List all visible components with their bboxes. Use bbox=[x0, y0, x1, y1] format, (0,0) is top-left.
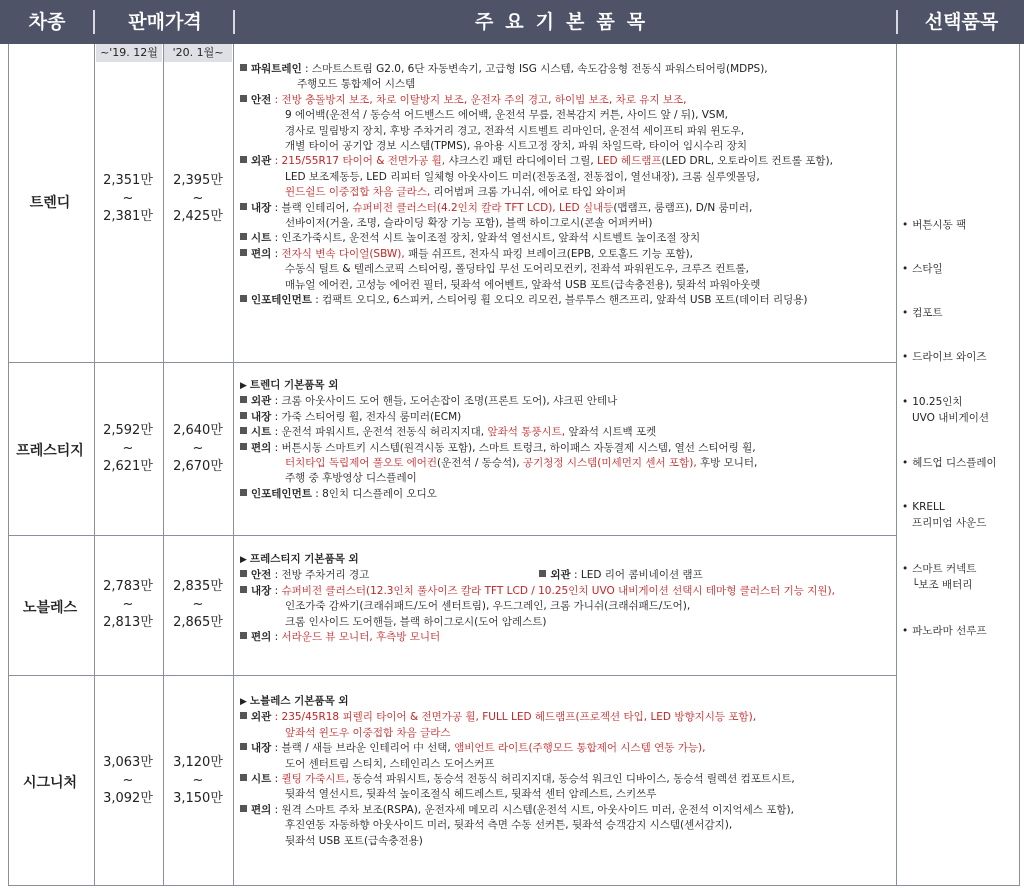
spec-block-prestige: ▶ 트렌디 기본품목 외 외관 : 크롬 아웃사이드 도어 핸들, 도어손잡이 조명(프론트 도어), 샤크핀 안테나 내장 : 가죽 스티어링 휠, 전자식 룸미러(ECM) 시트 : 운전석 파워시트, 운전석 전동식 허리지지대, 앞좌석 통풍시트, 앞좌석 시트백 포켓 편의 : 버튼시동 스마트키 시스템(원격시동 포함), 스마트 트렁크, 하이패스 자동결제 시스템, 열선 스티어링 휠, 터치타입 독립제어 풀오토 에어컨(운전석 / 동승석), 공기청정 시스템(미세먼지 센서 포함), 후방 모니터, 주행 중 후방영상 디스플레이 인포테인먼트 : 8인치 디스플레이 오디오 bbox=[240, 379, 758, 500]
header-divider bbox=[896, 10, 898, 34]
old-price-signature: 3,063만 ~ 3,092만 bbox=[103, 755, 153, 806]
option-item: • KRELL bbox=[902, 501, 945, 513]
trim-name-trendy: 트렌디 bbox=[29, 195, 71, 211]
option-item: • 파노라마 선루프 bbox=[902, 625, 987, 637]
option-item: • 드라이브 와이즈 bbox=[902, 351, 987, 363]
option-item-cont: UVO 내비게이션 bbox=[912, 412, 990, 424]
spec-block-trendy: 파워트레인 : 스마트스트림 G2.0, 6단 자동변속기, 고급형 ISG 시스템, 속도감응형 전동식 파워스티어링(MDPS), 주행모드 통합제어 시스템 안전 : 전방 충돌방지 보조, 차로 이탈방지 보조, 운전자 주의 경고, 하이빔 보조, 차로 유지 보조, 9 에어백(운전석 / 동승석 어드밴스드 에어백, 운전석 무릎, 전복감지 커튼, 사이드 앞 / 뒤), VSM, 경사로 밀림방지 장치, 후방 주차거리 경고, 전좌석 시트벨트 리마인더, 운전석 세이프티 파워 윈도우, 개별 타이어 공기압 경보 시스템(TPMS), 유아용 시트고정 장치, 파워 차일드락, 타이어 임시수리 장치 외관 : 215/55R17 타이어 & 전면가공 휠, 샤크스킨 패턴 라디에이터 그릴, LED 헤드램프(LED DRL, 오토라이트 컨트롤 포함), LED 보조제동등, LED 리피터 일체형 아웃사이드 미러(전동조절, 전동접이, 열선내장), 크롬 실루엣몰딩, 윈드쉴드 이중접합 차음 글라스, 리어범퍼 크롬 가니쉬, 에어로 타입 와이퍼 내장 : 블랙 인테리어, 슈퍼비전 클러스터(4.2인치 칼라 TFT LCD), LED 실내등(맵램프, 룸램프), D/N 룸미러, 선바이저(거울, 조명, 슬라이딩 확장 기능 포함), 블랙 하이그로시(콘솔 어퍼커버) 시트 : 인조가죽시트, 운전석 시트 높이조절 장치, 앞좌석 열선시트, 앞좌석 시트벨트 높이조절 장치 편의 : 전자식 변속 다이얼(SBW), 패들 쉬프트, 전자식 파킹 브레이크(EPB, 오토홀드 기능 포함), 수동식 틸트 & 텔레스코픽 스티어링, 폴딩타입 무선 도어리모컨키, 전좌석 파워윈도우, 크루즈 컨트롤, 매뉴얼 에어컨, 고성능 에어컨 필터, 뒷좌석 에어벤트, 앞좌석 USB 포트(급속충전용), 뒷좌석 파워아웃렛 인포테인먼트 : 컴팩트 오디오, 6스피커, 스티어링 휠 오디오 리모컨, 블루투스 핸즈프리, 앞좌석 USB 포트(데이터 리딩용) bbox=[240, 62, 892, 309]
new-price-prestige: 2,640만 ~ 2,670만 bbox=[173, 423, 223, 474]
trim-name-noblesse: 노블레스 bbox=[22, 600, 78, 616]
option-item-cont: └보조 배터리 bbox=[912, 579, 973, 591]
header-price: 판매가격 bbox=[128, 11, 202, 33]
header-standard: 주요기본품목 bbox=[474, 11, 658, 33]
grid-line bbox=[94, 44, 95, 886]
grid-line bbox=[8, 44, 9, 886]
option-item: • 헤드업 디스플레이 bbox=[902, 457, 997, 469]
option-item: • 스마트 커넥트 bbox=[902, 563, 977, 575]
option-item: • 스타일 bbox=[902, 263, 943, 275]
old-price-trendy: 2,351만 ~ 2,381만 bbox=[103, 173, 153, 224]
header-options: 선택품목 bbox=[924, 11, 999, 33]
grid-line bbox=[233, 44, 234, 886]
table-bottom bbox=[8, 885, 1020, 886]
subheader-new: '20. 1월~ bbox=[164, 44, 232, 62]
trim-name-prestige: 프레스티지 bbox=[16, 443, 84, 459]
row-divider bbox=[8, 362, 896, 363]
row-divider bbox=[8, 675, 896, 676]
spec-block-signature: ▶ 노블레스 기본품목 외 외관 : 235/45R18 피렐리 타이어 & 전면가공 휠, FULL LED 헤드램프(프로젝션 타입, LED 방향지시등 포함), 앞좌석 윈도우 이중접합 차음 글라스 내장 : 블랙 / 새들 브라운 인테리어 中 선택, 앰비언트 라이트(주행모드 통합제어 시스템 연동 가능), 도어 센터트림 스티치, 스테인리스 도어스커프 시트 : 퀼팅 가죽시트, 동승석 파워시트, 동승석 전동식 허리지지대, 동승석 워크인 디바이스, 동승석 릴렉션 컴포트시트, 뒷좌석 열선시트, 뒷좌석 높이조절식 헤드레스트, 뒷좌석 센터 암레스트, 스키쓰루 편의 : 원격 스마트 주차 보조(RSPA), 운전자세 메모리 시스템(운전석 시트, 아웃사이드 미러, 운전석 이지억세스 포함), 후진연동 자동하향 아웃사이드 미러, 뒷좌석 측면 수동 선커튼, 뒷좌석 승객감지 시스템(센서감지), 뒷좌석 USB 포트(급속충전용) bbox=[240, 695, 795, 847]
old-price-noblesse: 2,783만 ~ 2,813만 bbox=[103, 579, 153, 630]
spec-block-noblesse: ▶ 프레스티지 기본품목 외 안전 : 전방 주차거리 경고 외관 : LED 리어 콤비네이션 램프 내장 : 슈퍼비전 클러스터(12.3인치 풀사이즈 칼라 TFT LCD / 10.25인치 UVO 내비게이션 선택시 테마형 클러스터 기능 지원), 인조가죽 감싸기(크래쉬패드/도어 센터트림), 우드그레인, 크롬 가니쉬(크래쉬패드/도어), 크롬 인사이드 도어핸들, 블랙 하이그로시(도어 암레스트) 편의 : 서라운드 뷰 모니터, 후측방 모니터 bbox=[240, 553, 835, 644]
header-model: 차종 bbox=[28, 11, 66, 33]
row-divider bbox=[8, 535, 896, 536]
trim-name-signature: 시그니처 bbox=[22, 775, 78, 791]
option-item: • 버튼시동 팩 bbox=[902, 219, 967, 231]
option-item-cont: 프리미엄 사운드 bbox=[912, 517, 987, 529]
grid-line bbox=[163, 44, 164, 886]
new-price-signature: 3,120만 ~ 3,150만 bbox=[173, 755, 223, 806]
subheader-old: ~'19. 12월 bbox=[96, 44, 162, 62]
old-price-prestige: 2,592만 ~ 2,621만 bbox=[103, 423, 153, 474]
option-item: • 컴포트 bbox=[902, 307, 943, 319]
header-divider bbox=[93, 10, 95, 34]
option-item: • 10.25인치 bbox=[902, 396, 963, 408]
header-divider bbox=[233, 10, 235, 34]
table-header bbox=[0, 0, 1024, 44]
new-price-trendy: 2,395만 ~ 2,425만 bbox=[173, 173, 223, 224]
grid-line bbox=[896, 44, 897, 886]
new-price-noblesse: 2,835만 ~ 2,865만 bbox=[173, 579, 223, 630]
